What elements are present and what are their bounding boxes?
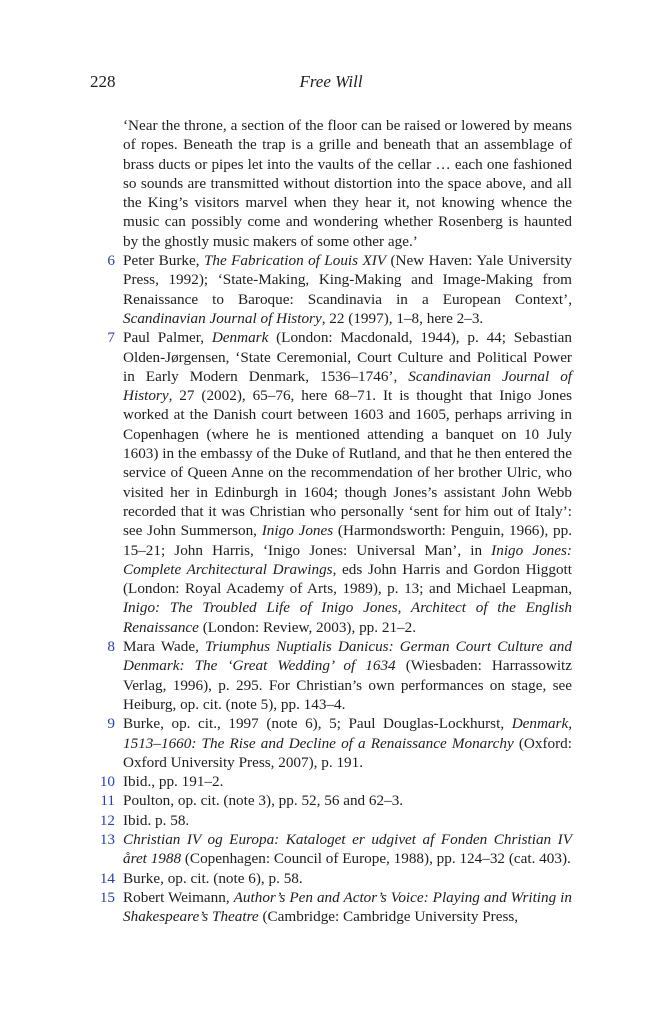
note-text	[123, 870, 303, 887]
note-number-link[interactable]: 11	[100, 792, 115, 810]
note-text-segment: Ibid. p. 58.	[123, 811, 190, 829]
note-number-link[interactable]: 14	[99, 869, 115, 887]
running-title: Free Will	[299, 72, 363, 91]
note-text-segment: (London: Macdonald, 1944), p. 44; Sebastian Olden-Jørgensen, ‘State Ceremonial, Court Culture and Political Power in Early Modern Denmark, 1536–1746’,	[123, 329, 572, 385]
note-text-segment: Burke, op. cit. (note 6), p. 58.	[123, 869, 303, 887]
note-title-italic: Triumphus Nuptialis Danicus: German Court Culture and Denmark: The ‘Great Wedding’ of 1634	[123, 638, 572, 675]
note-text-segment: Poulton, op. cit. (note 3), pp. 52, 56 and 62–3.	[123, 792, 404, 810]
note-number-link[interactable]: 12	[99, 811, 115, 829]
note-text	[123, 329, 572, 635]
note-text-segment: (London: Review, 2003), pp. 21–2.	[198, 618, 417, 636]
note-text-segment: (Harmondsworth: Penguin, 1966), pp. 15–21; John Harris, ‘Inigo Jones: Universal Man’, in	[123, 522, 572, 559]
note-number-link[interactable]: 13	[99, 830, 115, 848]
endnotes	[90, 116, 572, 926]
note-text-segment: (Oxford: Oxford University Press, 2007), p. 191.	[123, 734, 572, 771]
note-text-segment: Burke, op. cit., 1997 (note 6), 5; Paul Douglas-Lockhurst,	[123, 715, 512, 733]
note-text	[123, 889, 572, 925]
note-11	[90, 791, 572, 810]
note-15	[90, 888, 572, 927]
note-text	[123, 715, 572, 771]
note-title-italic: Scandinavian Journal of History	[123, 309, 322, 327]
note-text	[123, 812, 189, 829]
note-10	[90, 772, 572, 791]
note-number-link[interactable]: 10	[99, 773, 115, 791]
note-7	[90, 328, 572, 637]
note-number-link[interactable]: 6	[107, 252, 115, 270]
note-text-segment: (Copenhagen: Council of Europe, 1988), pp. 124–32 (cat. 403).	[181, 850, 571, 868]
note-text-segment: (Cambridge: Cambridge University Press,	[258, 908, 519, 926]
note-text-segment: Ibid., pp. 191–2.	[123, 773, 224, 791]
note-text-segment: Robert Weimann,	[123, 888, 234, 906]
note-title-italic: Inigo Jones: Complete Architectural Drawings	[123, 541, 572, 578]
note-13	[90, 830, 572, 869]
note-number-link[interactable]: 9	[107, 715, 115, 733]
note-title-italic: Inigo: The Troubled Life of Inigo Jones, Architect of the English Renaissance	[123, 599, 572, 636]
note-12	[90, 811, 572, 830]
note-text-segment: Paul Palmer,	[123, 329, 212, 347]
note-text-segment: , eds John Harris and Gordon Higgott (London: Royal Academy of Arts, 1989), p. 13; and Michael Leapman,	[123, 560, 572, 598]
note-title-italic: Denmark, 1513–1660: The Rise and Decline of a Renaissance Monarchy	[123, 715, 572, 752]
note-title-italic: Author’s Pen and Actor’s Voice: Playing and Writing in Shakespeare’s Theatre	[123, 888, 572, 926]
note-6	[90, 251, 572, 328]
note-title-italic: The Fabrication of Louis XIV	[203, 252, 387, 270]
note-text-segment: Mara Wade,	[123, 638, 206, 656]
note-text-segment: (New Haven: Yale University Press, 1992); ‘State-Making, King-Making and Image-Making from Renaissance to Baroque: Scandinavia in a European Context’,	[123, 252, 573, 308]
note-number-link[interactable]: 8	[107, 638, 115, 656]
note-text	[123, 773, 223, 790]
note-text	[123, 638, 572, 713]
note-text	[123, 792, 403, 809]
note-title-italic: Christian IV og Europa: Kataloget er udgivet af Fonden Christian IV året 1988	[123, 830, 572, 868]
page-number: 228	[90, 72, 116, 91]
note-text	[123, 252, 572, 327]
note-text-segment: Peter Burke,	[123, 252, 204, 270]
quote-continuation: ‘Near the throne, a section of the floor can be raised or lowered by means of ropes. Beneath the trap is a grille and beneath that an assemblage of brass ducts or pipes let into the vaults of the cellar … each one fashioned so sounds are transmitted without distortion into the space above, and all the King’s visitors marvel when they hear it, not knowing whence the music can possibly come and wondering whether Rosenberg is haunted by the ghostly music makers of some other age.’	[123, 117, 572, 250]
note-title-italic: Scandinavian Journal of History	[123, 367, 573, 405]
note-text-segment: (Wiesbaden: Harrassowitz Verlag, 1996), p. 295. For Christian’s own performances on stage, see Heiburg, op. cit. (note 5), pp. 143–4.	[123, 657, 573, 713]
note-9	[90, 714, 572, 772]
note-title-italic: Denmark	[211, 329, 269, 347]
note-number-link[interactable]: 7	[107, 329, 115, 347]
page-header	[90, 72, 572, 96]
note-8	[90, 637, 572, 714]
note-text-segment: , 22 (1997), 1–8, here 2–3.	[321, 309, 484, 327]
note-text-segment: , 27 (2002), 65–76, here 68–71. It is thought that Inigo Jones worked at the Danish court between 1603 and 1605, perhaps arriving in Copenhagen (where he is mentioned attending a banquet on 10 July 1603) in the embassy of the Duke of Rutland, and that he then entered the service of Queen Anne on the recommendation of her brother Ulric, who visited her in Edinburgh in 1604; though Jones’s assistant John Webb recorded that it was Christian who personally ‘sent for him out of Italy’: see John Summerson,	[123, 387, 572, 540]
note-14	[90, 869, 572, 888]
note-text	[123, 831, 572, 867]
note-list	[90, 251, 572, 926]
note-title-italic: Inigo Jones	[261, 522, 334, 540]
note-number-link[interactable]: 15	[99, 888, 115, 906]
